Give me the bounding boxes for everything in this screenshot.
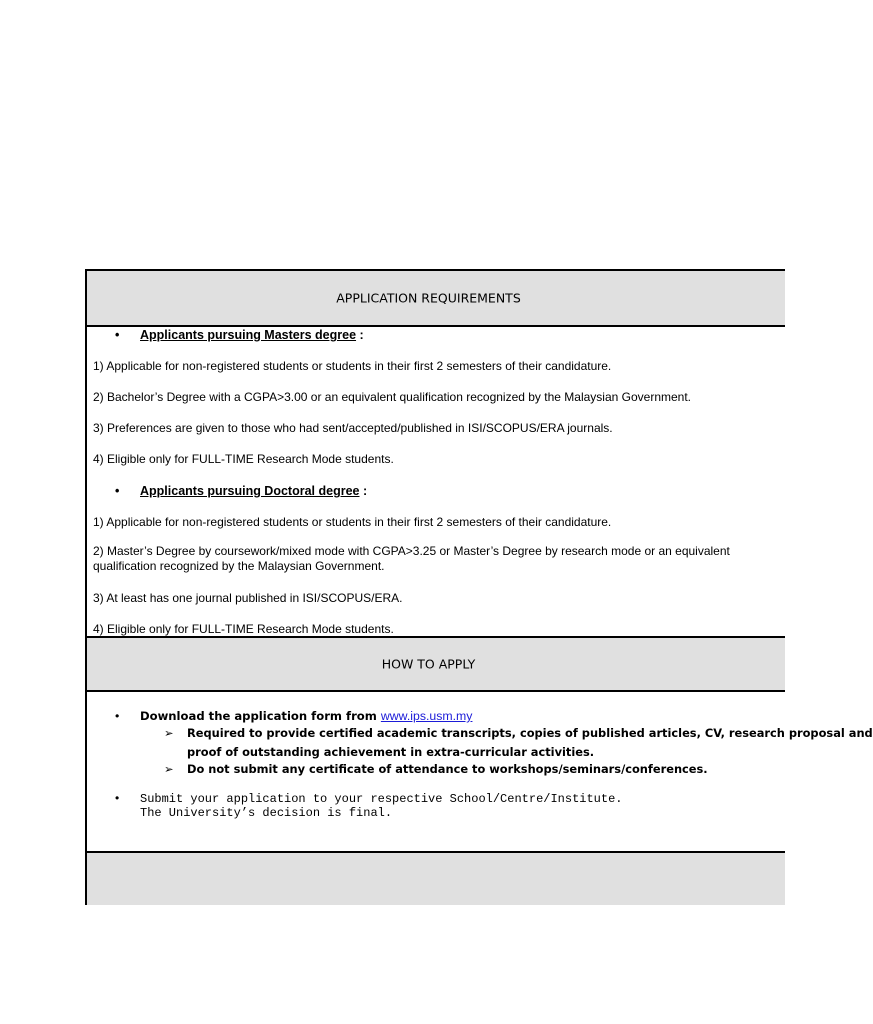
how-to-apply-title: HOW TO APPLY — [381, 656, 476, 672]
masters-item-1: 1) Applicable for non-registered students or students in their first 2 semesters of their candidature. — [93, 359, 612, 373]
requirements-table — [85, 269, 873, 905]
bullet-dot-icon: • — [115, 791, 120, 805]
masters-item-4: 4) Eligible only for FULL-TIME Research Mode students. — [93, 452, 394, 466]
doctoral-item-4: 4) Eligible only for FULL-TIME Research Mode students. — [93, 622, 394, 636]
footer-band — [87, 851, 785, 905]
arrow-bullet-icon: ➢ — [164, 726, 174, 740]
arrow-bullet-icon: ➢ — [164, 762, 174, 776]
requirements-header — [87, 271, 785, 327]
download-bullet: • Download the application form from www.ips.usm.my — [115, 709, 473, 723]
how-to-apply-body — [87, 692, 873, 851]
masters-item-2: 2) Bachelor’s Degree with a CGPA>3.00 or an equivalent qualification recognized by the Malaysian Government. — [93, 390, 692, 404]
bullet-dot-icon: • — [115, 484, 120, 498]
sub-item-2: ➢ Do not submit any certificate of attendance to workshops/seminars/conferences. — [164, 760, 708, 779]
sub-item-1-cont: proof of outstanding achievement in extra-curricular activities. — [187, 745, 595, 759]
doctoral-item-2-cont: qualification recognized by the Malaysian Government. — [93, 559, 385, 573]
masters-item-3: 3) Preferences are given to those who had sent/accepted/published in ISI/SCOPUS/ERA journals. — [93, 421, 613, 435]
submit-bullet: • Submit your application to your respective School/Centre/Institute. — [115, 791, 623, 806]
download-link[interactable]: www.ips.usm.my — [380, 709, 473, 723]
doctoral-heading: • Applicants pursuing Doctoral degree : — [115, 484, 368, 498]
doctoral-item-1: 1) Applicable for non-registered students or students in their first 2 semesters of their candidature. — [93, 515, 612, 529]
sub-item-1: ➢ Required to provide certified academic transcripts, copies of published articles, CV, research proposal and — [164, 724, 873, 743]
doctoral-item-2: 2) Master’s Degree by coursework/mixed mode with CGPA>3.25 or Master’s Degree by research mode or an equivalent — [93, 544, 730, 558]
submit-note: The University’s decision is final. — [140, 806, 393, 820]
doctoral-item-3: 3) At least has one journal published in ISI/SCOPUS/ERA. — [93, 591, 403, 605]
requirements-body — [87, 325, 785, 636]
how-to-apply-header — [87, 636, 785, 692]
requirements-title: APPLICATION REQUIREMENTS — [336, 290, 521, 306]
bullet-dot-icon: • — [115, 709, 120, 723]
masters-heading: • Applicants pursuing Masters degree : — [115, 328, 364, 342]
bullet-dot-icon: • — [115, 328, 120, 342]
